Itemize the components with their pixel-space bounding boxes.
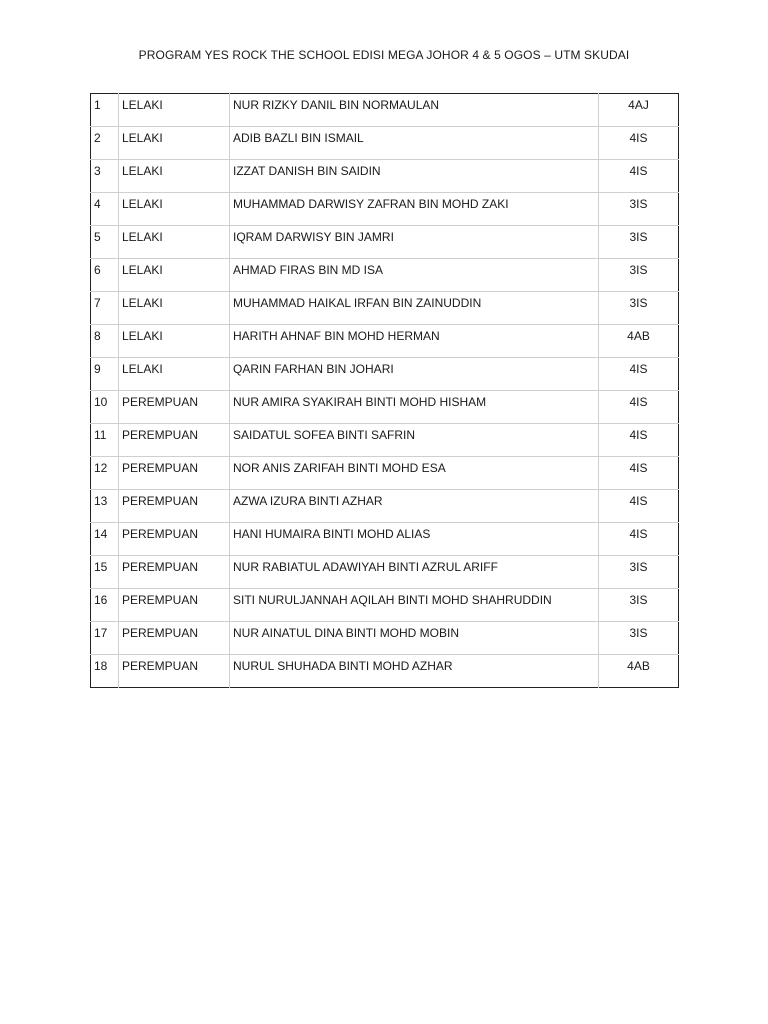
gender-cell: LELAKI [119, 127, 230, 160]
row-number: 11 [91, 424, 119, 457]
gender-cell: LELAKI [119, 292, 230, 325]
table-row [91, 424, 679, 457]
gender-cell: LELAKI [119, 325, 230, 358]
student-name-cell: AHMAD FIRAS BIN MD ISA [230, 259, 599, 292]
row-number: 15 [91, 556, 119, 589]
table-row [91, 523, 679, 556]
table-row [91, 655, 679, 688]
student-name-cell: QARIN FARHAN BIN JOHARI [230, 358, 599, 391]
student-name-cell: IQRAM DARWISY BIN JAMRI [230, 226, 599, 259]
row-number: 12 [91, 457, 119, 490]
student-name-cell: SAIDATUL SOFEA BINTI SAFRIN [230, 424, 599, 457]
class-cell: 4IS [599, 358, 679, 391]
table-row [91, 589, 679, 622]
gender-cell: PEREMPUAN [119, 490, 230, 523]
class-cell: 3IS [599, 589, 679, 622]
table-row [91, 226, 679, 259]
student-name-cell: NOR ANIS ZARIFAH BINTI MOHD ESA [230, 457, 599, 490]
class-cell: 4IS [599, 391, 679, 424]
class-cell: 4AB [599, 655, 679, 688]
student-name-cell: NUR RABIATUL ADAWIYAH BINTI AZRUL ARIFF [230, 556, 599, 589]
row-number: 18 [91, 655, 119, 688]
student-name-cell: AZWA IZURA BINTI AZHAR [230, 490, 599, 523]
gender-cell: PEREMPUAN [119, 523, 230, 556]
class-cell: 4IS [599, 490, 679, 523]
student-name-cell: ADIB BAZLI BIN ISMAIL [230, 127, 599, 160]
table-row [91, 193, 679, 226]
row-number: 3 [91, 160, 119, 193]
row-number: 16 [91, 589, 119, 622]
row-number: 4 [91, 193, 119, 226]
row-number: 5 [91, 226, 119, 259]
gender-cell: PEREMPUAN [119, 655, 230, 688]
table-row [91, 556, 679, 589]
class-cell: 4IS [599, 523, 679, 556]
class-cell: 4IS [599, 160, 679, 193]
table-row [91, 292, 679, 325]
student-name-cell: NURUL SHUHADA BINTI MOHD AZHAR [230, 655, 599, 688]
student-name-cell: NUR AINATUL DINA BINTI MOHD MOBIN [230, 622, 599, 655]
class-cell: 3IS [599, 556, 679, 589]
class-cell: 3IS [599, 226, 679, 259]
participant-table-body [91, 94, 679, 688]
student-name-cell: MUHAMMAD DARWISY ZAFRAN BIN MOHD ZAKI [230, 193, 599, 226]
row-number: 6 [91, 259, 119, 292]
table-row [91, 358, 679, 391]
row-number: 8 [91, 325, 119, 358]
gender-cell: PEREMPUAN [119, 589, 230, 622]
table-row [91, 94, 679, 127]
table-row [91, 160, 679, 193]
gender-cell: LELAKI [119, 94, 230, 127]
row-number: 10 [91, 391, 119, 424]
participant-table [90, 93, 679, 688]
class-cell: 4AB [599, 325, 679, 358]
class-cell: 3IS [599, 259, 679, 292]
student-name-cell: IZZAT DANISH BIN SAIDIN [230, 160, 599, 193]
gender-cell: LELAKI [119, 358, 230, 391]
table-row [91, 622, 679, 655]
gender-cell: LELAKI [119, 193, 230, 226]
class-cell: 4IS [599, 457, 679, 490]
table-row [91, 325, 679, 358]
gender-cell: LELAKI [119, 259, 230, 292]
row-number: 17 [91, 622, 119, 655]
class-cell: 3IS [599, 622, 679, 655]
table-row [91, 259, 679, 292]
gender-cell: PEREMPUAN [119, 622, 230, 655]
row-number: 2 [91, 127, 119, 160]
class-cell: 4IS [599, 424, 679, 457]
student-name-cell: MUHAMMAD HAIKAL IRFAN BIN ZAINUDDIN [230, 292, 599, 325]
gender-cell: PEREMPUAN [119, 391, 230, 424]
class-cell: 4IS [599, 127, 679, 160]
row-number: 7 [91, 292, 119, 325]
table-row [91, 457, 679, 490]
gender-cell: LELAKI [119, 226, 230, 259]
gender-cell: PEREMPUAN [119, 556, 230, 589]
student-name-cell: SITI NURULJANNAH AQILAH BINTI MOHD SHAHRUDDIN [230, 589, 599, 622]
table-row [91, 391, 679, 424]
table-row [91, 490, 679, 523]
class-cell: 4AJ [599, 94, 679, 127]
class-cell: 3IS [599, 292, 679, 325]
class-cell: 3IS [599, 193, 679, 226]
page-title: PROGRAM YES ROCK THE SCHOOL EDISI MEGA JOHOR 4 & 5 OGOS – UTM SKUDAI [138, 48, 630, 62]
gender-cell: PEREMPUAN [119, 457, 230, 490]
student-name-cell: HARITH AHNAF BIN MOHD HERMAN [230, 325, 599, 358]
row-number: 1 [94, 98, 101, 112]
student-name-cell: HANI HUMAIRA BINTI MOHD ALIAS [230, 523, 599, 556]
gender-cell: PEREMPUAN [119, 424, 230, 457]
gender-cell: LELAKI [119, 160, 230, 193]
table-row [91, 127, 679, 160]
row-number: 14 [91, 523, 119, 556]
row-number: 9 [91, 358, 119, 391]
row-number: 13 [91, 490, 119, 523]
student-name-cell: NUR RIZKY DANIL BIN NORMAULAN [230, 94, 599, 127]
student-name-cell: NUR AMIRA SYAKIRAH BINTI MOHD HISHAM [230, 391, 599, 424]
